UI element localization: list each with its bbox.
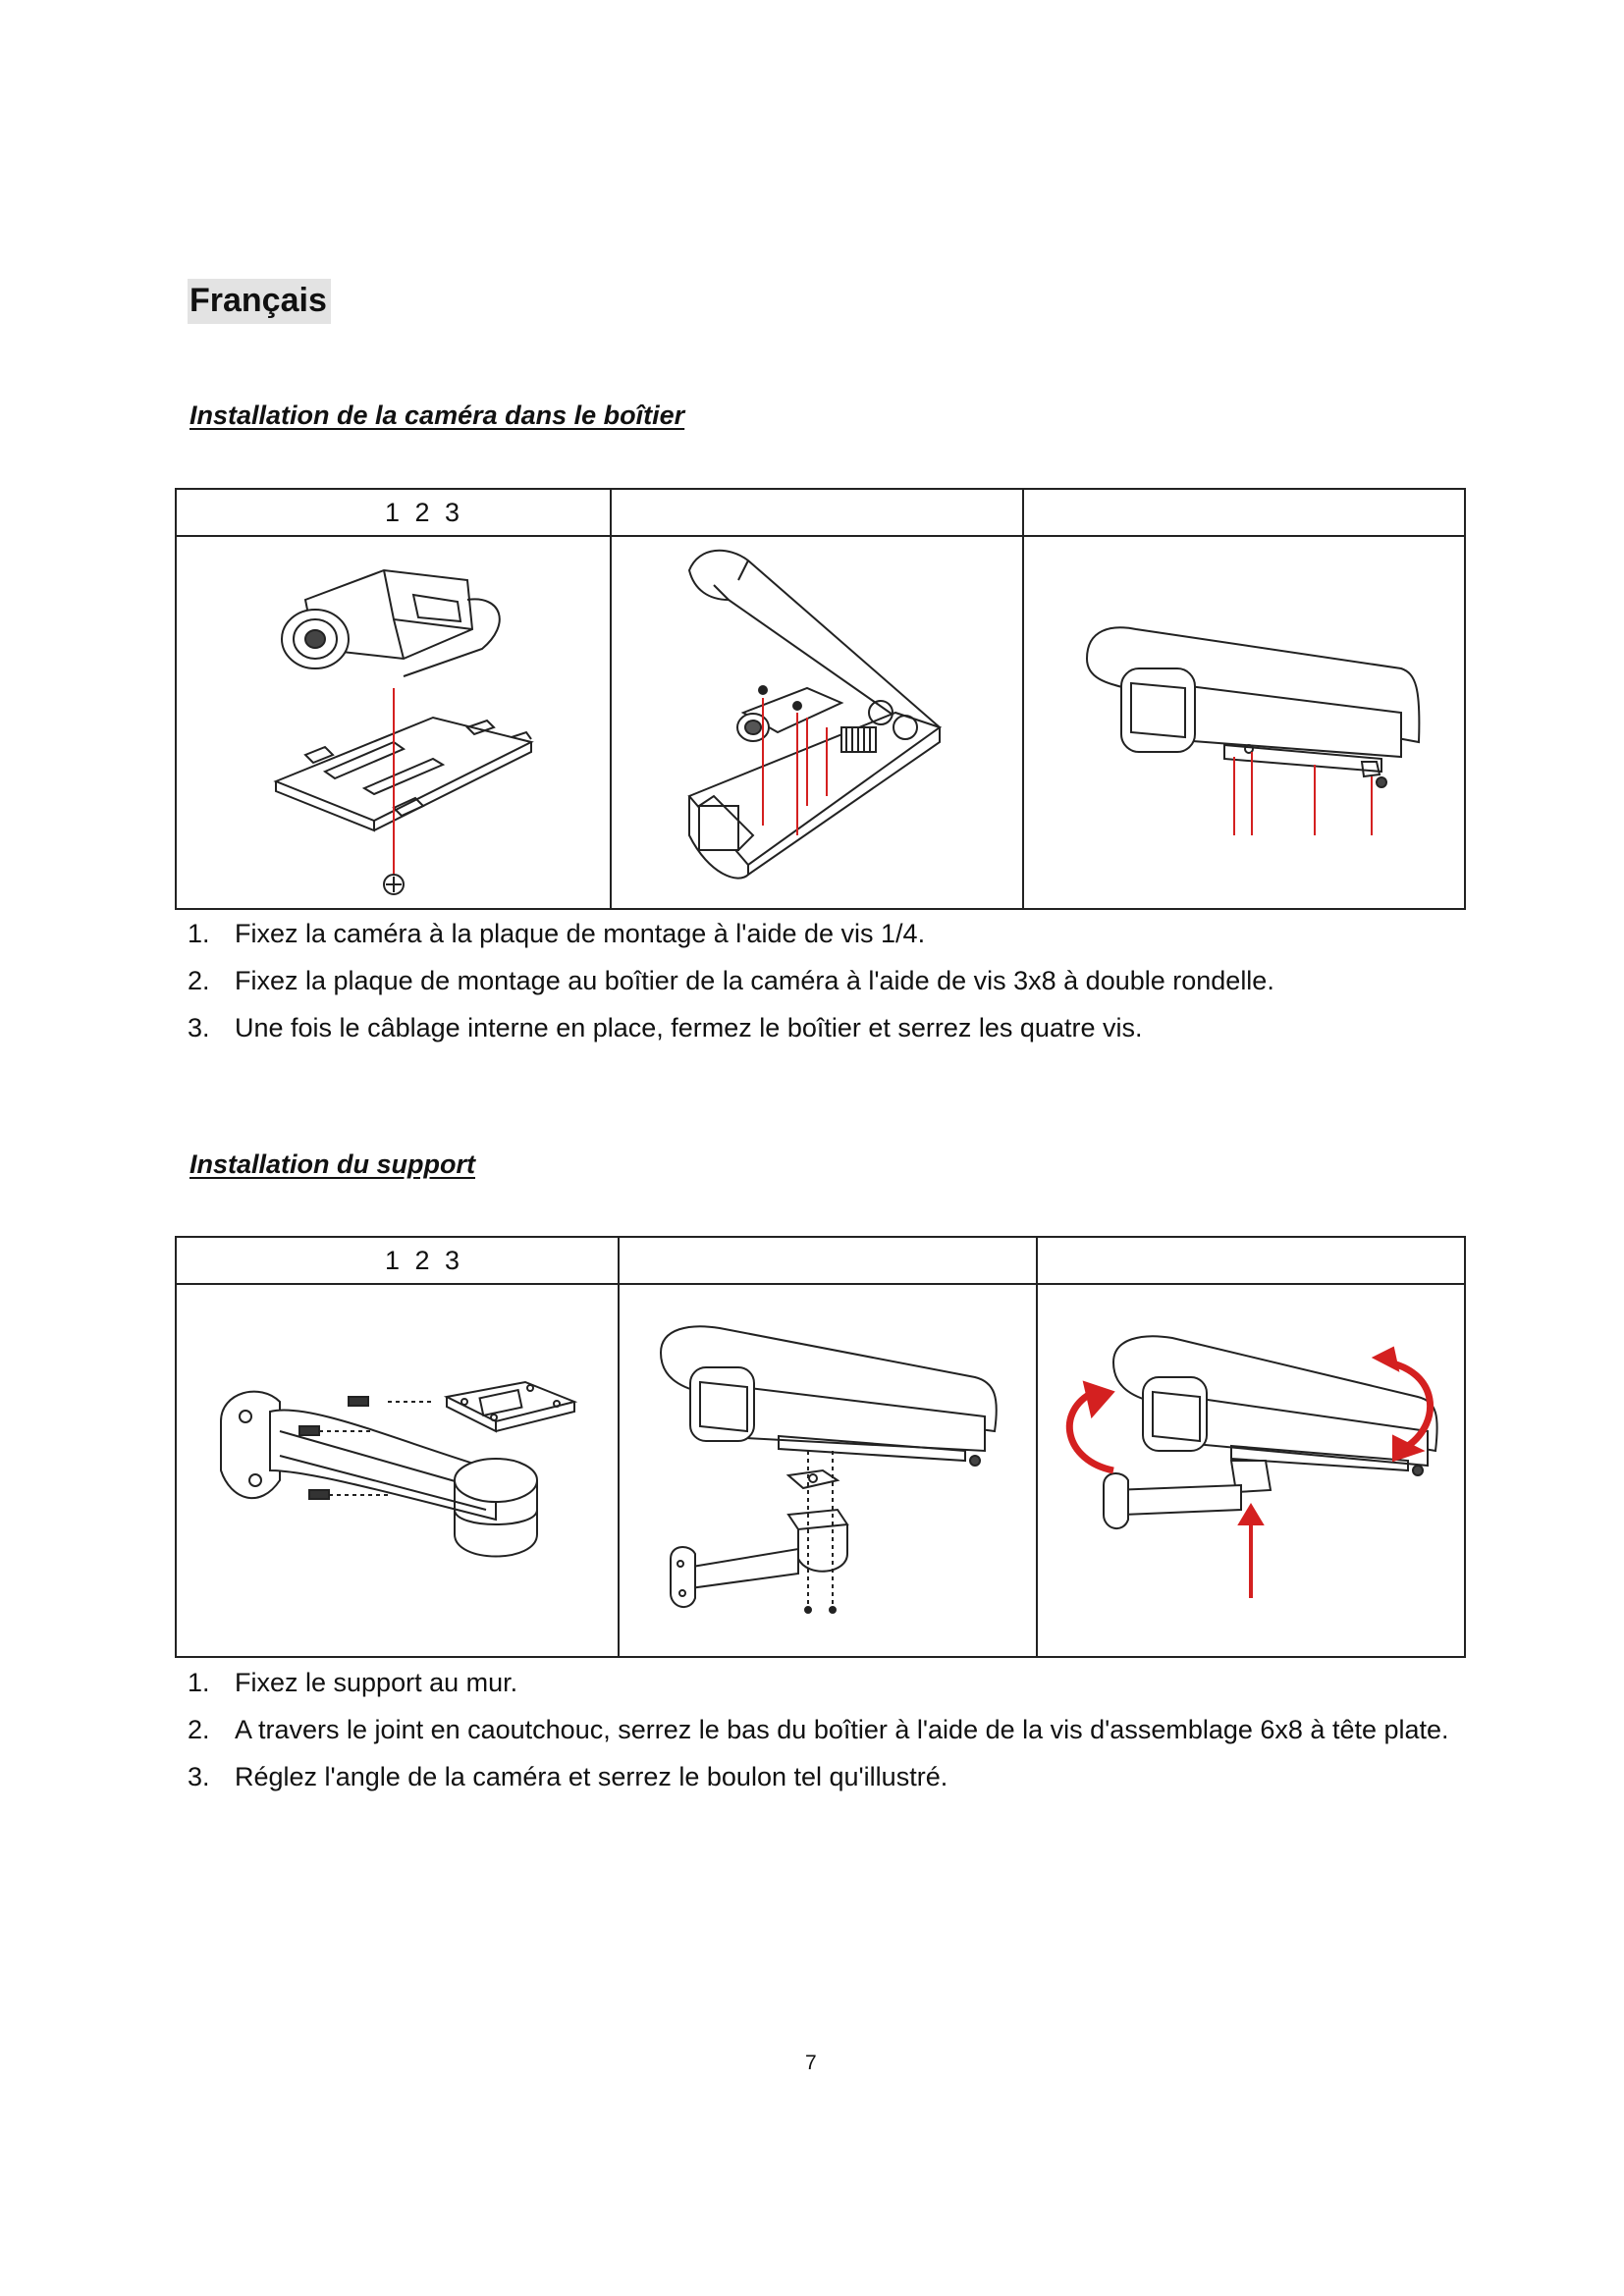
section-title-bracket: Installation du support xyxy=(189,1149,475,1179)
illustration-cell-5 xyxy=(619,1284,1037,1657)
housing-on-bracket-illustration xyxy=(651,1323,1004,1618)
bracket-install-table xyxy=(175,1236,1466,1658)
list-item: 1. Fixez la caméra à la plaque de montage à l'aide de vis 1/4. xyxy=(188,919,926,948)
list-item: 2. Fixez la plaque de montage au boîtier de la caméra à l'aide de vis 3x8 à double rondelle. xyxy=(188,966,1274,995)
step-numbers-label: 1 2 3 xyxy=(385,1245,464,1275)
table-header-cell xyxy=(611,489,1023,536)
illustration-cell-3 xyxy=(1023,536,1465,909)
illustration-cell-1 xyxy=(176,536,611,909)
table-header-cell xyxy=(176,489,611,536)
illustration-cell-6 xyxy=(1037,1284,1465,1657)
bracket-install-steps xyxy=(188,1659,1464,1800)
table-header-cell xyxy=(176,1237,619,1284)
table-header-cell xyxy=(619,1237,1037,1284)
camera-on-mounting-plate-illustration xyxy=(246,541,541,904)
page-number: 7 xyxy=(805,2052,817,2074)
section-title-camera-housing: Installation de la caméra dans le boîtier xyxy=(189,400,685,430)
language-heading: Français xyxy=(188,279,331,324)
illustration-cell-2 xyxy=(611,536,1023,909)
plate-into-housing-illustration xyxy=(670,541,964,904)
closed-housing-screws-illustration xyxy=(1067,541,1421,904)
list-item: 3. Une fois le câblage interne en place, fermez le boîtier et serrez les quatre vis. xyxy=(188,1013,1143,1042)
list-item: 1. Fixez le support au mur. xyxy=(188,1668,518,1697)
camera-install-table xyxy=(175,488,1466,910)
table-header-cell xyxy=(1037,1237,1465,1284)
adjust-angle-illustration xyxy=(1055,1323,1447,1618)
bracket-to-wall-illustration xyxy=(201,1323,594,1618)
camera-install-steps xyxy=(188,910,1464,1051)
list-item: 3. Réglez l'angle de la caméra et serrez le boulon tel qu'illustré. xyxy=(188,1762,948,1791)
list-item: 2. A travers le joint en caoutchouc, serrez le bas du boîtier à l'aide de la vis d'assemblage 6x8 à tête plate. xyxy=(188,1715,1449,1744)
table-header-cell xyxy=(1023,489,1465,536)
step-numbers-label: 1 2 3 xyxy=(385,497,464,527)
illustration-cell-4 xyxy=(176,1284,619,1657)
